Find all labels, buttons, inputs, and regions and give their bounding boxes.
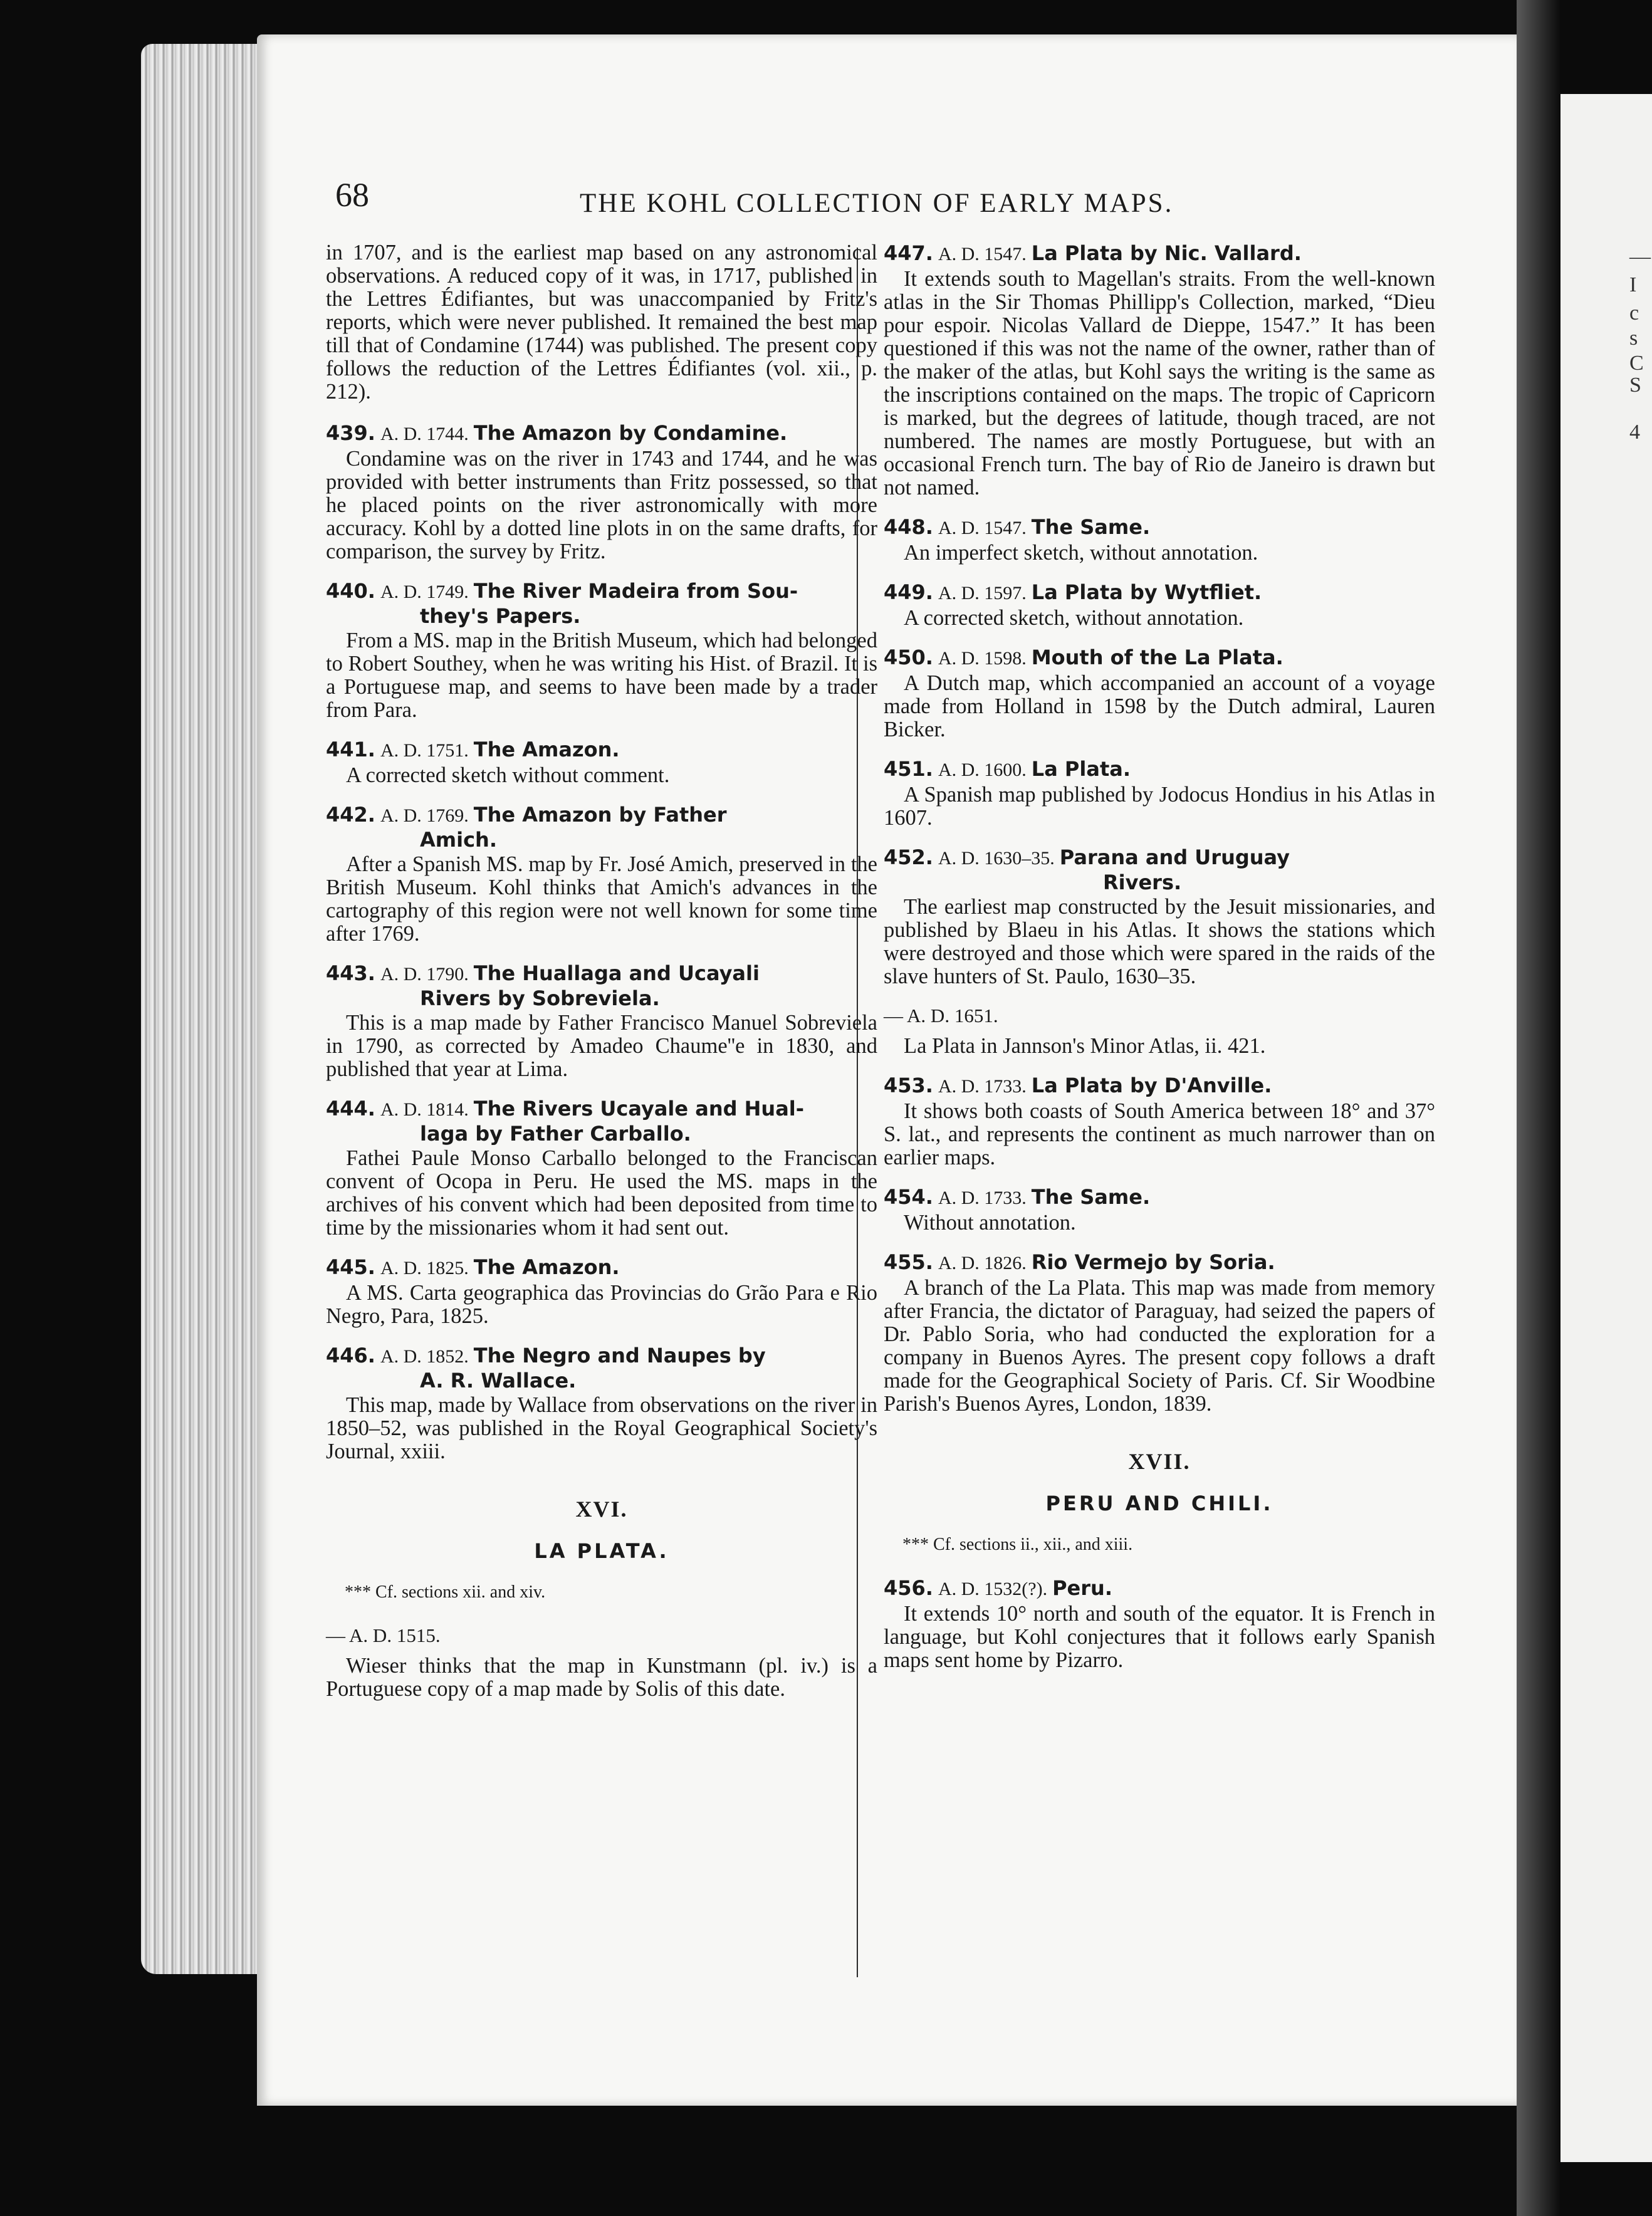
entry-body: It extends south to Magellan's straits. From the well-known atlas in the Sir Thomas Phillipp's Collection, marked, “Dieu pour espoir. Nicolas Vallard de Dieppe, 1547.” It has been questioned if this was not the name of the owner, rather than of the maker of the atlas, but Kohl says the writing is the same as the inscriptions contained on the maps. The tropic of Capricorn is marked, but the degrees of latitude, though traced, are not numbered. The names are mostly Portuguese, but with an occasional French turn. The bay of Rio de Janeiro is drawn but not named. xyxy=(884,267,1435,499)
entry-body: A branch of the La Plata. This map was made from memory after Francia, the dictator of Paraguay, had seized the papers of Dr. Pablo Soria, who had conducted the exploration for a company in Buenos Ayres. The present copy follows a draft made for the Geographical Society of Paris. Cf. Sir Woodbine Parish's Buenos Ayres, London, 1839. xyxy=(884,1276,1435,1416)
entry-body: A corrected sketch, without annotation. xyxy=(904,606,1244,630)
entry-date: A. D. 1814. xyxy=(380,1099,469,1120)
entry-body: Fathei Paule Monso Carballo belonged to the Franciscan convent of Ocopa in Peru. He used the MS. maps in the archives of his convent which had been deposited from time to time by the missionaries whom it had sent out. xyxy=(326,1146,877,1240)
entry-date: A. D. 1547. xyxy=(938,244,1027,264)
entry-heading xyxy=(884,580,1435,605)
entry-heading xyxy=(884,645,1435,671)
book-page-edges xyxy=(141,44,276,1974)
left-column xyxy=(326,241,877,1701)
entry-date: A. D. 1826. xyxy=(938,1253,1027,1273)
catalog-entry xyxy=(884,1074,1435,1169)
catalog-entry xyxy=(326,961,877,1081)
entry-heading xyxy=(326,579,877,628)
entry-date: A. D. 1744. xyxy=(380,424,469,444)
entry-date: A. D. 1825. xyxy=(380,1258,469,1278)
catalog-entry xyxy=(326,1255,877,1328)
catalog-entry xyxy=(884,515,1435,565)
running-title: THE KOHL COLLECTION OF EARLY MAPS. xyxy=(580,189,1174,218)
entry-title: The Amazon by Father xyxy=(473,803,727,827)
entry-heading xyxy=(326,421,877,446)
entry-title: La Plata by Wytfliet. xyxy=(1031,580,1262,604)
entry-heading xyxy=(884,1185,1435,1210)
facing-page-fragment: C xyxy=(1629,352,1644,375)
entry-title: La Plata by Nic. Vallard. xyxy=(1031,241,1302,265)
right-column xyxy=(884,241,1435,1688)
entry-date: A. D. 1769. xyxy=(380,805,469,826)
page-number: 68 xyxy=(335,176,369,214)
catalog-entry xyxy=(326,1344,877,1463)
entry-number: 452. xyxy=(884,845,933,869)
entry-title: The Amazon. xyxy=(473,738,620,761)
facing-page-fragment: — xyxy=(1629,245,1651,268)
entry-title: La Plata. xyxy=(1031,757,1131,781)
entry-number: 456. xyxy=(884,1576,933,1600)
catalog-entry xyxy=(326,579,877,722)
catalog-entry xyxy=(884,845,1435,988)
entry-number: 446. xyxy=(326,1344,375,1367)
entry-title-continued: they's Papers. xyxy=(420,604,581,628)
catalog-entry xyxy=(884,241,1435,499)
catalog-entry xyxy=(884,645,1435,741)
entry-title-continued: Rivers by Sobreviela. xyxy=(420,986,660,1010)
entry-body: Without annotation. xyxy=(904,1211,1076,1235)
entry-body: A Dutch map, which accompanied an account of a voyage made from Holland in 1598 by the Dutch admiral, Lauren Bicker. xyxy=(884,671,1435,741)
entry-heading xyxy=(326,1097,877,1146)
entry-heading xyxy=(884,1074,1435,1099)
entry-title: The Huallaga and Ucayali xyxy=(473,961,760,985)
entry-number: 443. xyxy=(326,961,375,985)
entry-body: It shows both coasts of South America between 18° and 37° S. lat., and represents the continent as much narrower than on earlier maps. xyxy=(884,1099,1435,1169)
entry-title: Peru. xyxy=(1052,1576,1112,1600)
entry-number: 442. xyxy=(326,803,375,827)
catalog-entry xyxy=(884,1004,1435,1058)
entry-title-continued: A. R. Wallace. xyxy=(420,1369,577,1393)
entry-title: The River Madeira from Sou- xyxy=(473,579,798,603)
catalog-entry xyxy=(884,1185,1435,1235)
section-number: XVI. xyxy=(575,1497,628,1522)
entry-heading xyxy=(884,845,1435,894)
continuation-text: in 1707, and is the earliest map based on any astronomical observations. A reduced copy of it was, in 1717, published in the Lettres Édifiantes, but was unaccompanied by Fritz's reports, which were never published. It remained the best map till that of Condamine (1744) was published. The present copy follows the reduction of the Lettres Édifiantes (vol. xii., p. 212). xyxy=(326,241,877,404)
facing-page-fragment: s xyxy=(1629,327,1638,350)
facing-page-fragment: 4 xyxy=(1629,421,1640,444)
entry-body: This is a map made by Father Francisco Manuel Sobreviela in 1790, as corrected by Amadeo Chaume''e in 1830, and published that year at Lima. xyxy=(326,1011,877,1081)
entry-title: La Plata by D'Anville. xyxy=(1031,1074,1272,1097)
entry-heading xyxy=(326,1344,877,1393)
entry-number: 439. xyxy=(326,421,375,445)
entry-date: A. D. 1597. xyxy=(938,583,1027,604)
entry-number: 448. xyxy=(884,515,933,539)
entry-body: Condamine was on the river in 1743 and 1744, and he was provided with better instruments than Fritz possessed, so that he placed points on the river astronomically with more accuracy. Kohl by a dotted line plots in on the same drafts, for comparison, the survey by Fritz. xyxy=(326,447,877,563)
catalog-entry xyxy=(326,421,877,563)
entry-heading xyxy=(326,738,877,763)
entry-number: 451. xyxy=(884,757,933,781)
entry-date: A. D. 1532(?). xyxy=(938,1579,1048,1599)
entry-body: It extends 10° north and south of the equator. It is French in language, but Kohl conjectures that it follows early Spanish maps sent home by Pizarro. xyxy=(884,1602,1435,1672)
entry-date: A. D. 1751. xyxy=(380,740,469,761)
section-note: *** Cf. sections xii. and xiv. xyxy=(345,1582,546,1602)
entry-title-continued: Amich. xyxy=(420,828,497,852)
entry-title: The Rivers Ucayale and Hual- xyxy=(473,1097,805,1121)
entry-date: A. D. 1547. xyxy=(938,518,1027,538)
entry-number: 444. xyxy=(326,1097,375,1121)
entry-title: The Same. xyxy=(1031,1185,1151,1209)
entry-body: From a MS. map in the British Museum, which had belonged to Robert Southey, when he was writing his Hist. of Brazil. It is a Portuguese map, and seems to have been made by a trader from Para. xyxy=(326,629,877,722)
entry-number: 453. xyxy=(884,1074,933,1097)
facing-page xyxy=(1561,94,1652,2162)
entry-number: 440. xyxy=(326,579,375,603)
undated-entry-date: — A. D. 1515. xyxy=(326,1624,441,1646)
entry-body: The earliest map constructed by the Jesuit missionaries, and published by Blaeu in his Atlas. It shows the stations which were destroyed and those which were spared in the raids of the slave hunters of St. Paulo, 1630–35. xyxy=(884,895,1435,988)
entry-heading xyxy=(884,241,1435,266)
catalog-entry xyxy=(326,738,877,787)
entry-title-continued: Rivers. xyxy=(1103,870,1182,894)
entry-title: The Amazon. xyxy=(473,1255,620,1279)
catalog-entry xyxy=(884,1250,1435,1416)
entry-body: A MS. Carta geographica das Provincias do Grão Para e Rio Negro, Para, 1825. xyxy=(326,1281,877,1328)
entry-date: A. D. 1749. xyxy=(380,582,469,602)
entry-number: 450. xyxy=(884,645,933,669)
facing-page-fragment: I xyxy=(1629,273,1637,296)
facing-page-fragment: S xyxy=(1629,374,1641,397)
entry-date: A. D. 1630–35. xyxy=(938,848,1055,869)
entry-heading xyxy=(884,757,1435,782)
catalog-entry xyxy=(884,757,1435,830)
entry-date: A. D. 1852. xyxy=(380,1346,469,1367)
catalog-entry xyxy=(884,1576,1435,1672)
entry-date: A. D. 1733. xyxy=(938,1076,1027,1097)
facing-page-fragment: c xyxy=(1629,301,1639,325)
entry-number: 447. xyxy=(884,241,933,265)
book-gutter xyxy=(1517,0,1561,2216)
section-note: *** Cf. sections ii., xii., and xiii. xyxy=(902,1535,1133,1554)
entry-body: This map, made by Wallace from observations on the river in 1850–52, was published in the Royal Geographical Society's Journal, xxiii. xyxy=(326,1393,877,1463)
entry-heading xyxy=(326,1255,877,1280)
entry-date: A. D. 1733. xyxy=(938,1188,1027,1208)
entry-heading xyxy=(326,803,877,852)
entry-date: A. D. 1598. xyxy=(938,648,1027,669)
entry-title: The Negro and Naupes by xyxy=(473,1344,766,1367)
section-number: XVII. xyxy=(1128,1449,1191,1474)
entry-number: 455. xyxy=(884,1250,933,1274)
catalog-entry xyxy=(884,580,1435,630)
catalog-entry xyxy=(326,1097,877,1240)
catalog-entry xyxy=(326,803,877,946)
entry-body: A corrected sketch without comment. xyxy=(346,763,670,787)
section-title: LA PLATA. xyxy=(534,1539,669,1563)
running-head xyxy=(335,175,1225,232)
entry-title: The Amazon by Condamine. xyxy=(473,421,788,445)
undated-entry-date: — A. D. 1651. xyxy=(884,1005,998,1027)
entry-heading xyxy=(884,515,1435,540)
entry-date: A. D. 1600. xyxy=(938,760,1027,780)
entry-body: Wieser thinks that the map in Kunstmann (pl. iv.) is a Portuguese copy of a map made by Solis of this date. xyxy=(326,1654,877,1701)
entry-heading xyxy=(884,1250,1435,1275)
entry-body: A Spanish map published by Jodocus Hondius in his Atlas in 1607. xyxy=(884,783,1435,830)
entry-title-continued: laga by Father Carballo. xyxy=(420,1122,691,1146)
entry-title: Parana and Uruguay xyxy=(1059,845,1290,869)
entry-number: 449. xyxy=(884,580,933,604)
section-title: PERU AND CHILI. xyxy=(1045,1492,1273,1515)
entry-date: A. D. 1790. xyxy=(380,964,469,985)
entry-number: 441. xyxy=(326,738,375,761)
entry-title: Rio Vermejo by Soria. xyxy=(1031,1250,1275,1274)
entry-body: La Plata in Jannson's Minor Atlas, ii. 421. xyxy=(904,1034,1266,1058)
entry-heading xyxy=(326,961,877,1010)
entry-heading xyxy=(884,1576,1435,1601)
entry-title: The Same. xyxy=(1031,515,1151,539)
entry-body: After a Spanish MS. map by Fr. José Amich, preserved in the British Museum. Kohl thinks that Amich's advances in the cartography of this region were not well known for some time after 1769. xyxy=(326,852,877,946)
entry-number: 445. xyxy=(326,1255,375,1279)
entry-number: 454. xyxy=(884,1185,933,1209)
entry-title: Mouth of the La Plata. xyxy=(1031,645,1283,669)
entry-body: An imperfect sketch, without annotation. xyxy=(904,541,1258,565)
